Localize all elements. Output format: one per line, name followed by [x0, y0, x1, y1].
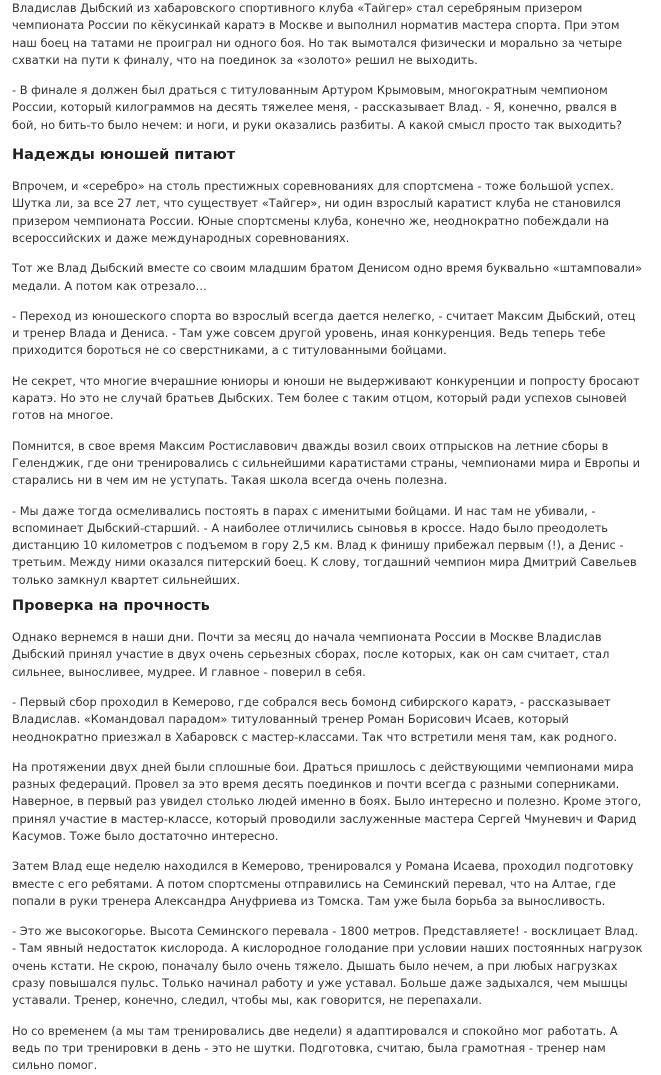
article-paragraph: Затем Влад еще неделю находился в Кемерово, тренировался у Романа Исаева, проходил подготовку вместе с его ребятами. А потом спортсмены отправились на Семинский перевал, что на Алтае, где попали в руки тренера Александра Ануфриева из Томска. Там уже была борьба за выносливость. — [12, 859, 634, 908]
section-heading: Надежды юношей питают — [12, 147, 236, 164]
article-paragraph: Впрочем, и «серебро» на столь престижных соревнованиях для спортсмена - тоже большой успех. Шутка ли, за все 27 лет, что существует «Тайгер», ни один взрослый каратист клуба не становился призером чемпионата России. Юные спортсмены клуба, конечно же, неоднократно побеждали на всероссийских и даже международных соревнованиях. — [12, 179, 621, 245]
article-paragraph: - Мы даже тогда осмеливались постоять в парах с именитыми бойцами. И нас там не убивали, - вспоминает Дыбский-старший. - А наиболее отличились сыновья в кроссе. Надо было преодолеть дистанцию 10 километров с подъемом в гору 2,5 км. Влад к финишу прибежал первым (!), а Денис - третьим. Между ними оказался питерский боец. К слову, тогдашний чемпион мира Дмитрий Савельев только замкнул квартет сильнейших. — [12, 503, 637, 587]
article-paragraph: Помнится, в свое время Максим Ростиславович дважды возил своих отпрысков на летние сборы в Геленджик, где они тренировались с сильнейшими каратистами страны, чемпионами мира и Европы и старались ни в чем им не уступать. Такая школа всегда очень полезна. — [12, 438, 641, 488]
article-paragraph: Тот же Влад Дыбский вместе со своим младшим братом Денисом одно время буквально «штамповали» медали. А потом как отрезало… — [12, 261, 643, 293]
article-paragraph: Но со временем (а мы там тренировались две недели) я адаптировался и спокойно мог работать. А ведь по три тренировки в день - это не шутки. Подготовка, считаю, была грамотная - тренер нам сильно помог. — [12, 1023, 618, 1073]
article-paragraph: - В финале я должен был драться с титулованным Артуром Крымовым, многократным чемпионом России, который килограммов на десять тяжелее меня, - рассказывает Влад. - Я, конечно, рвался в бой, но бить-то было нечем: и ноги, и руки оказались разбиты. А какой смысл просто так выходить? — [12, 83, 623, 132]
article-paragraph: На протяжении двух дней были сплошные бои. Драться пришлось с действующими чемпионами мира разных федераций. Провел за это время десять поединков и почти всегда с разными соперниками. Наверное, в первый раз увидел столько людей именно в боях. Было интересно и полезно. Кроме этого, принял участие в мастер-классе, который проводили заслуженные мастера Сергей Чмуневич и Фарид Касумов. Тоже было достаточно интересно. — [12, 759, 642, 843]
article-paragraph: Владислав Дыбский из хабаровского спортивного клуба «Тайгер» стал серебряным призером чемпионата России по кёкусинкай каратэ в Москве и выполнил норматив мастера спорта. При этом наш боец на татами не проиграл ни одного боя. Но так вымотался физически и морально за четыре схватки на пути к финалу, что на поединок за «золото» решил не выходить. — [12, 1, 623, 67]
article-paragraph: Однако вернемся в наши дни. Почти за месяц до начала чемпионата России в Москве Владислав Дыбский принял участие в двух очень серьезных сборах, после которых, как он сам считает, стал сильнее, выносливее, мудрее. И главное - поверил в себя. — [12, 630, 610, 679]
section-heading: Проверка на прочность — [12, 598, 210, 615]
article-paragraph: Не секрет, что многие вчерашние юниоры и юноши не выдерживают конкуренции и попросту бросают каратэ. Но это не случай братьев Дыбских. Тем более с таким отцом, который ради успехов сыновей готов на многое. — [12, 373, 640, 423]
article-paragraph: - Это же высокогорье. Высота Семинского перевала - 1800 метров. Представляете! - восклицает Влад. - Там явный недостаток кислорода. А кислородное голодание при условии наших постоянных нагрузок очень кстати. Не скрою, поначалу было очень тяжело. Дышать было нечем, а при любых нагрузках сразу повышался пульс. Только начинал работу и уже уставал. Больше даже задыхался, чем мышцы уставали. Тренер, конечно, следил, чтобы мы, как говорится, не перепахали. — [12, 924, 643, 1008]
article-paragraph: - Первый сбор проходил в Кемерово, где собрался весь бомонд сибирского каратэ, - рассказывает Владислав. «Командовал парадом» титулованный тренер Роман Борисович Исаев, который неоднократно приезжал в Хабаровск с мастер-классами. Так что встретили меня там, как родного. — [12, 694, 618, 744]
article-paragraph: - Переход из юношеского спорта во взрослый всегда дается нелегко, - считает Максим Дыбский, отец и тренер Влада и Дениса. - Там уже совсем другой уровень, иная конкуренция. Ведь теперь тебе приходится бороться не со сверстниками, а с титулованными бойцами. — [12, 308, 636, 358]
